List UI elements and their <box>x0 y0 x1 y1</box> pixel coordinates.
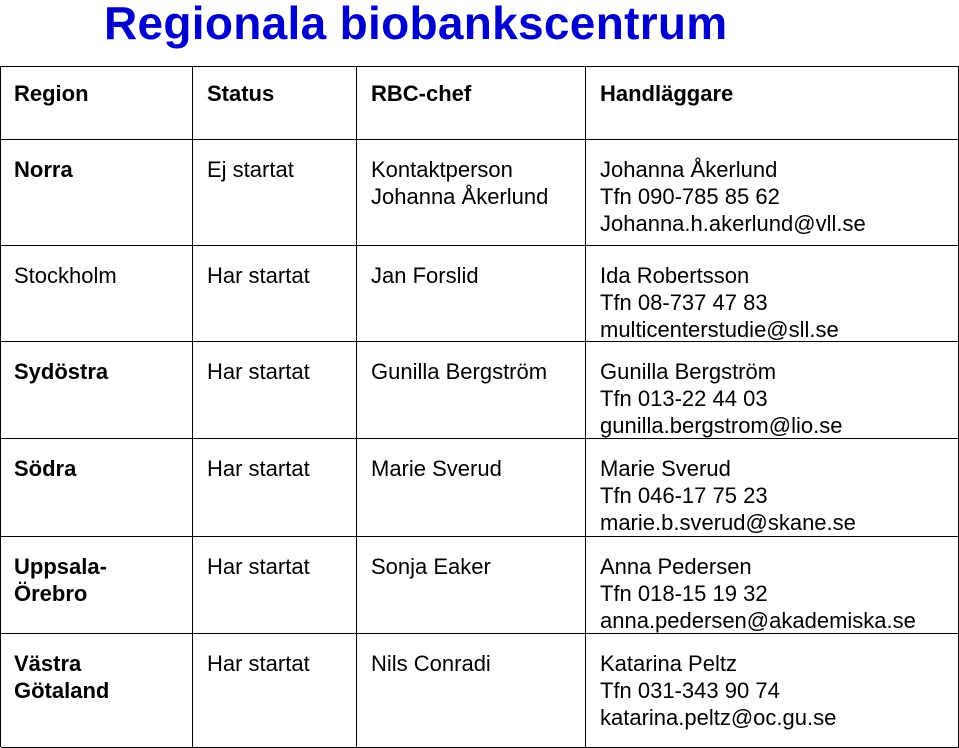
region-name: Norra <box>14 157 73 182</box>
handlaggare-name: Johanna Åkerlund <box>600 157 778 182</box>
handlaggare-phone: Tfn 031-343 90 74 <box>600 678 780 703</box>
handlaggare-name: Marie Sverud <box>600 456 731 481</box>
handlaggare-phone: Tfn 013-22 44 03 <box>600 386 768 411</box>
handlaggare-email: katarina.peltz@oc.gu.se <box>600 705 837 730</box>
rbc-chef-line: Johanna Åkerlund <box>371 184 549 209</box>
header-rbc-chef: RBC-chef <box>357 67 586 139</box>
region-name: Västra <box>14 651 82 676</box>
header-region: Region <box>1 67 193 139</box>
rbc-chef-line: Gunilla Bergström <box>371 359 548 384</box>
status-cell: Har startat <box>193 342 357 438</box>
rbc-chef-cell <box>357 140 586 245</box>
handlaggare-cell <box>586 439 959 536</box>
handlaggare-name: Anna Pedersen <box>600 554 752 579</box>
status-cell: Ej startat <box>193 140 357 245</box>
handlaggare-email: anna.pedersen@akademiska.se <box>600 608 916 633</box>
status-cell: Har startat <box>193 634 357 747</box>
handlaggare-cell <box>586 537 959 633</box>
region-cell <box>1 537 193 633</box>
handlaggare-cell <box>586 342 959 438</box>
handlaggare-name: Katarina Peltz <box>600 651 737 676</box>
rbc-chef-line: Kontaktperson <box>371 157 513 182</box>
region-name: Örebro <box>14 581 88 606</box>
rbc-chef-cell <box>357 439 586 536</box>
region-name: Sydöstra <box>14 359 109 384</box>
rbc-chef-cell <box>357 246 586 341</box>
handlaggare-cell <box>586 634 959 747</box>
rbc-chef-line: Jan Forslid <box>371 263 479 288</box>
region-cell <box>1 140 193 245</box>
rbc-chef-line: Nils Conradi <box>371 651 491 676</box>
handlaggare-name: Gunilla Bergström <box>600 359 777 384</box>
rbc-chef-cell <box>357 634 586 747</box>
region-cell <box>1 246 193 341</box>
handlaggare-email: gunilla.bergstrom@lio.se <box>600 413 843 438</box>
rbc-chef-line: Sonja Eaker <box>371 554 491 579</box>
handlaggare-cell <box>586 246 959 341</box>
status-cell: Har startat <box>193 537 357 633</box>
table-header-row <box>1 67 959 140</box>
table-row <box>1 246 959 342</box>
page-title: Regionala biobankscentrum <box>104 0 728 49</box>
table-row <box>1 634 959 748</box>
handlaggare-phone: Tfn 08-737 47 83 <box>600 290 768 315</box>
handlaggare-phone: Tfn 090-785 85 62 <box>600 184 780 209</box>
region-cell <box>1 439 193 536</box>
status-cell: Har startat <box>193 246 357 341</box>
region-name: Götaland <box>14 678 110 703</box>
table-row <box>1 140 959 246</box>
rbc-chef-cell <box>357 342 586 438</box>
handlaggare-phone: Tfn 018-15 19 32 <box>600 581 768 606</box>
handlaggare-email: Johanna.h.akerlund@vll.se <box>600 211 866 236</box>
table-row <box>1 342 959 439</box>
header-handlaggare: Handläggare <box>586 67 959 139</box>
region-cell <box>1 342 193 438</box>
region-cell <box>1 634 193 747</box>
region-name: Uppsala- <box>14 554 107 579</box>
table-row <box>1 537 959 634</box>
table-row <box>1 439 959 537</box>
handlaggare-name: Ida Robertsson <box>600 263 750 288</box>
rbc-chef-line: Marie Sverud <box>371 456 502 481</box>
header-status: Status <box>193 67 357 139</box>
handlaggare-email: marie.b.sverud@skane.se <box>600 510 856 535</box>
region-name: Södra <box>14 456 77 481</box>
handlaggare-phone: Tfn 046-17 75 23 <box>600 483 768 508</box>
handlaggare-email: multicenterstudie@sll.se <box>600 317 839 342</box>
biobank-table <box>0 66 959 747</box>
region-name: Stockholm <box>14 263 117 288</box>
status-cell: Har startat <box>193 439 357 536</box>
rbc-chef-cell <box>357 537 586 633</box>
handlaggare-cell <box>586 140 959 245</box>
